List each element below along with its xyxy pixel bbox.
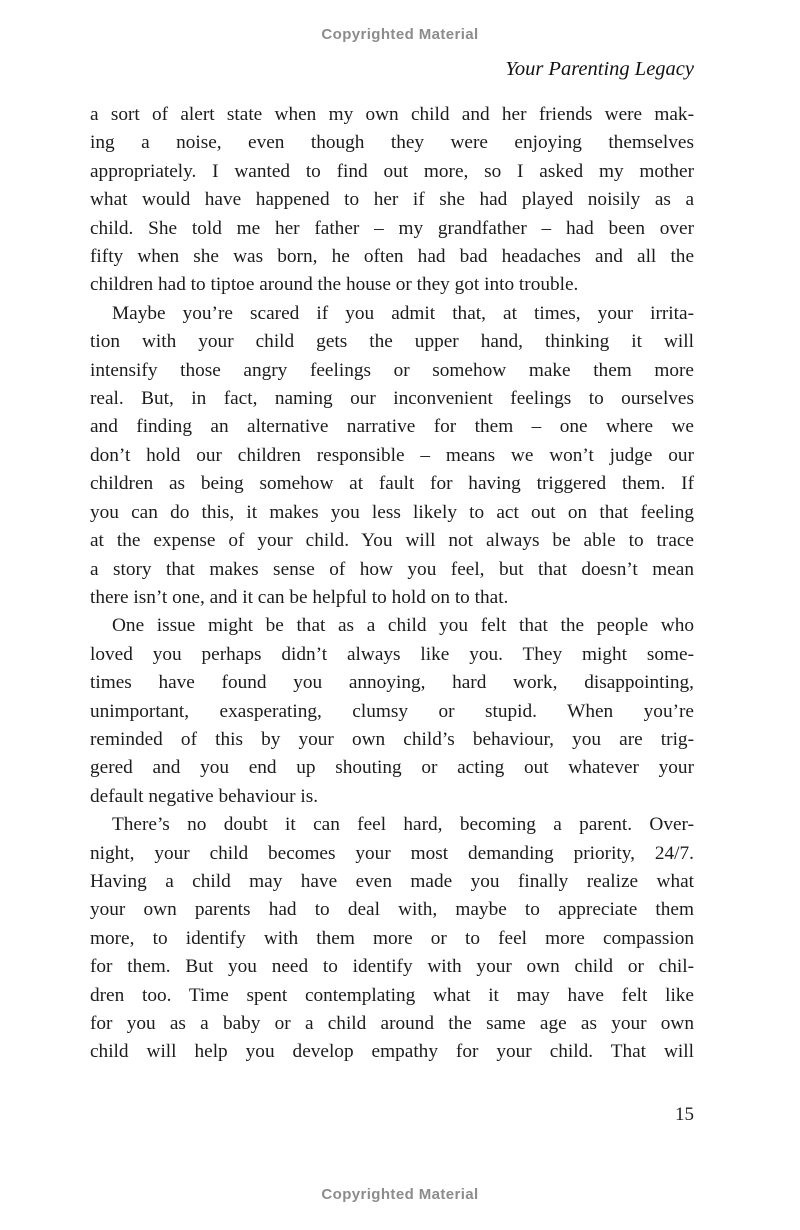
text-line: child. She told me her father – my grandfather – had been over <box>90 217 694 239</box>
text-line: Having a child may have even made you finally realize what <box>90 870 694 892</box>
text-line: and finding an alternative narrative for them – one where we <box>90 416 694 438</box>
text-line: a story that makes sense of how you feel, but that doesn’t mean <box>90 558 694 580</box>
page-number: 15 <box>675 1104 694 1125</box>
text-line: intensify those angry feelings or somehow make them more <box>90 359 694 381</box>
text-line: children as being somehow at fault for having triggered them. If <box>90 473 694 495</box>
text-line: more, to identify with them more or to feel more compassion <box>90 927 694 949</box>
text-line: fifty when she was born, he often had bad headaches and all the <box>90 246 694 268</box>
text-line: for you as a baby or a child around the same age as your own <box>90 1013 694 1034</box>
paragraph <box>90 612 694 811</box>
copyright-notice-top: Copyrighted Material <box>321 26 479 43</box>
text-line: loved you perhaps didn’t always like you. They might some- <box>90 643 694 665</box>
body-text <box>90 101 694 1067</box>
paragraph <box>90 101 694 300</box>
text-line: times have found you annoying, hard work, disappointing, <box>90 672 694 694</box>
text-line: what would have happened to her if she had played noisily as a <box>90 189 694 211</box>
text-line: unimportant, exasperating, clumsy or stupid. When you’re <box>90 700 694 722</box>
text-line: a sort of alert state when my own child and her friends were mak- <box>90 104 694 125</box>
text-line: real. But, in fact, naming our inconvenient feelings to ourselves <box>90 388 694 410</box>
text-line: children had to tiptoe around the house or they got into trouble. <box>90 274 579 296</box>
text-line: for them. But you need to identify with your own child or chil- <box>90 956 694 978</box>
copyright-notice-bottom: Copyrighted Material <box>321 1186 479 1203</box>
text-line: appropriately. I wanted to find out more, so I asked my mother <box>90 160 694 182</box>
paragraph <box>90 300 694 612</box>
text-line: tion with your child gets the upper hand, thinking it will <box>90 331 694 353</box>
text-line: you can do this, it makes you less likely to act out on that feeling <box>90 501 694 523</box>
running-header: Your Parenting Legacy <box>505 58 694 80</box>
text-line: night, your child becomes your most demanding priority, 24/7. <box>90 842 694 864</box>
text-line: don’t hold our children responsible – means we won’t judge our <box>90 444 694 466</box>
text-line: default negative behaviour is. <box>90 785 319 807</box>
text-line: gered and you end up shouting or acting out whatever your <box>90 757 694 779</box>
text-line: there isn’t one, and it can be helpful to hold on to that. <box>90 586 509 608</box>
text-line: Maybe you’re scared if you admit that, at times, your irrita- <box>112 302 694 324</box>
text-line: your own parents had to deal with, maybe to appreciate them <box>90 899 694 921</box>
text-line: One issue might be that as a child you felt that the people who <box>112 615 694 637</box>
text-line: reminded of this by your own child’s behaviour, you are trig- <box>90 728 694 750</box>
text-line: dren too. Time spent contemplating what it may have felt like <box>90 984 694 1006</box>
text-line: There’s no doubt it can feel hard, becoming a parent. Over- <box>112 814 694 836</box>
text-line: child will help you develop empathy for your child. That will <box>90 1041 694 1063</box>
text-line: ing a noise, even though they were enjoying themselves <box>90 132 694 154</box>
text-line: at the expense of your child. You will not always be able to trace <box>90 530 694 552</box>
paragraph <box>90 811 694 1067</box>
